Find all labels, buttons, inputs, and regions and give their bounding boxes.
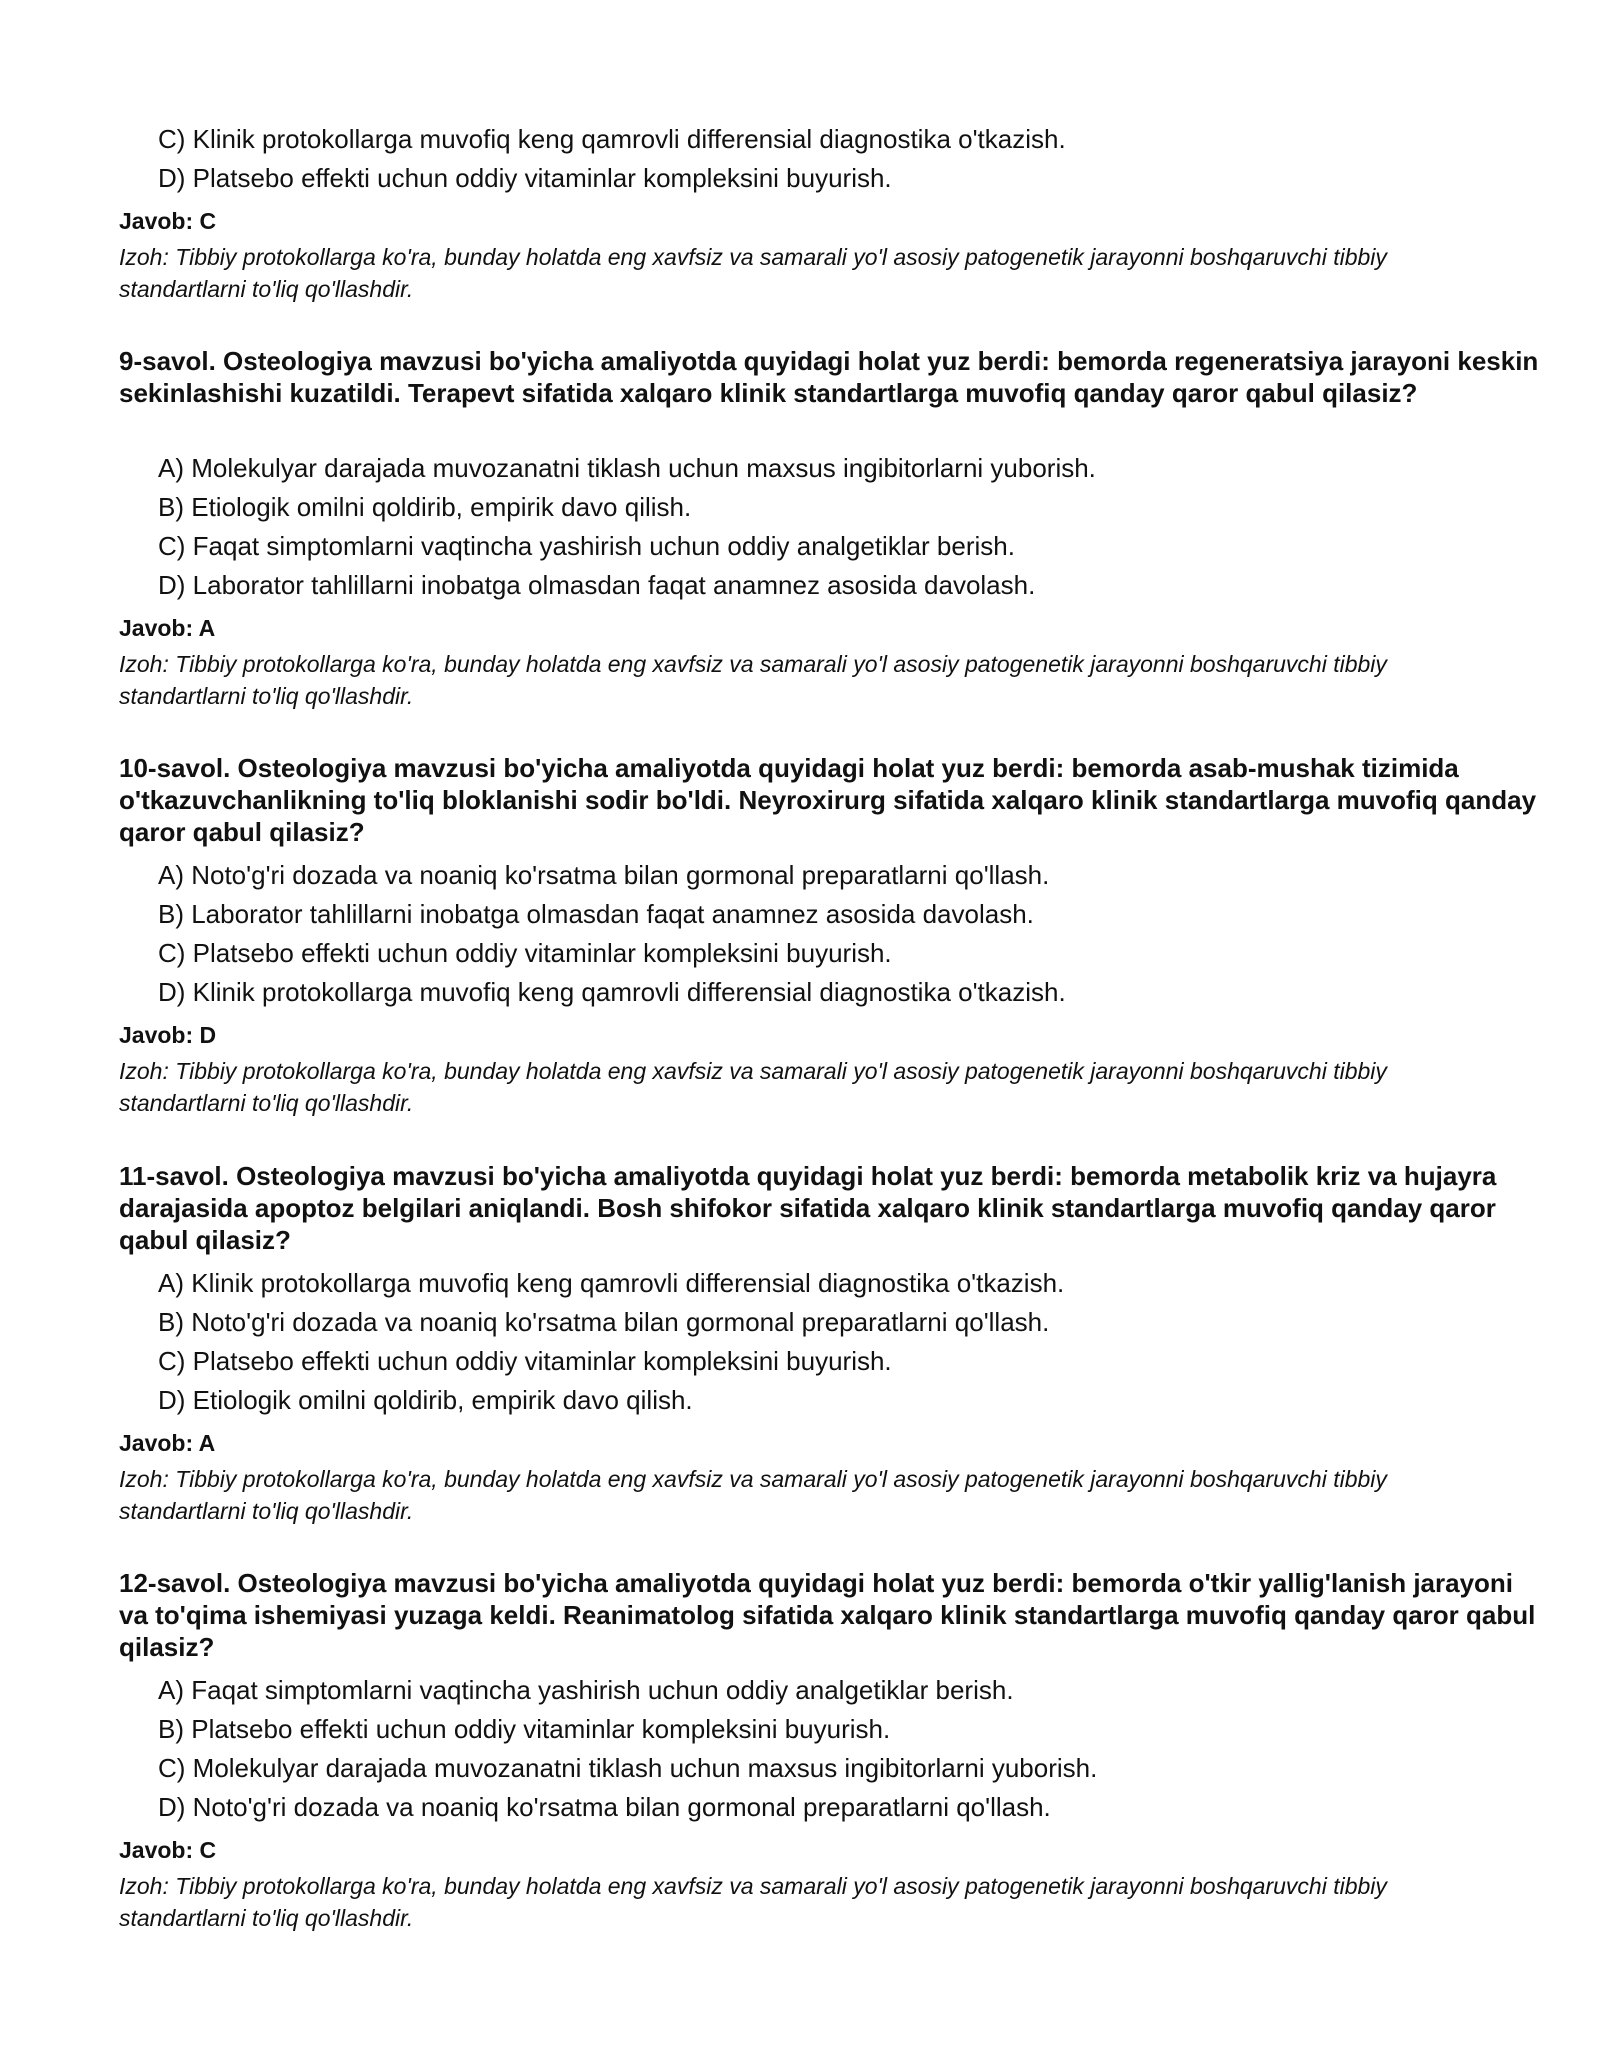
explanation-note: Izoh: Tibbiy protokollarga ko'ra, bunday holatda eng xavfsiz va samarali yo'l asosiy patogenetik jarayonni boshqaruvchi tibbiy standartlarni to'liq qo'llashdir. (119, 1466, 1387, 1524)
option-d: D) Platsebo effekti uchun oddiy vitaminlar kompleksini buyurish. (158, 163, 892, 193)
question-title: 11-savol. Osteologiya mavzusi bo'yicha amaliyotda quyidagi holat yuz berdi: bemorda metabolik kriz va hujayra darajasida apoptoz belgilari aniqlandi. Bosh shifokor sifatida xalqaro klinik standartlarga muvofiq qanday qaror qabul qilasiz? (119, 1161, 1497, 1255)
option-d: D) Klinik protokollarga muvofiq keng qamrovli differensial diagnostika o'tkazish. (158, 977, 1066, 1007)
explanation-note: Izoh: Tibbiy protokollarga ko'ra, bunday holatda eng xavfsiz va samarali yo'l asosiy patogenetik jarayonni boshqaruvchi tibbiy standartlarni to'liq qo'llashdir. (119, 651, 1387, 709)
option-a: A) Molekulyar darajada muvozanatni tiklash uchun maxsus ingibitorlarni yuborish. (158, 453, 1096, 483)
answer-label: Javob: D (119, 1022, 217, 1048)
answer-label: Javob: A (119, 1430, 216, 1456)
option-c: C) Platsebo effekti uchun oddiy vitaminlar kompleksini buyurish. (158, 938, 892, 968)
option-a: A) Faqat simptomlarni vaqtincha yashirish uchun oddiy analgetiklar berish. (158, 1675, 1014, 1705)
question-title: 12-savol. Osteologiya mavzusi bo'yicha amaliyotda quyidagi holat yuz berdi: bemorda o'tkir yallig'lanish jarayoni va to'qima ishemiyasi yuzaga keldi. Reanimatolog sifatida xalqaro klinik standartlarga muvofiq qanday qaror qabul qilasiz? (119, 1568, 1536, 1662)
option-c: C) Molekulyar darajada muvozanatni tiklash uchun maxsus ingibitorlarni yuborish. (158, 1753, 1098, 1783)
answer-label: Javob: C (119, 208, 217, 234)
option-d: D) Noto'g'ri dozada va noaniq ko'rsatma bilan gormonal preparatlarni qo'llash. (158, 1792, 1051, 1822)
explanation-note: Izoh: Tibbiy protokollarga ko'ra, bunday holatda eng xavfsiz va samarali yo'l asosiy patogenetik jarayonni boshqaruvchi tibbiy standartlarni to'liq qo'llashdir. (119, 244, 1387, 302)
option-c: C) Faqat simptomlarni vaqtincha yashirish uchun oddiy analgetiklar berish. (158, 531, 1015, 561)
option-a: A) Noto'g'ri dozada va noaniq ko'rsatma bilan gormonal preparatlarni qo'llash. (158, 860, 1050, 890)
option-c: C) Platsebo effekti uchun oddiy vitaminlar kompleksini buyurish. (158, 1346, 892, 1376)
option-b: B) Noto'g'ri dozada va noaniq ko'rsatma bilan gormonal preparatlarni qo'llash. (158, 1307, 1050, 1337)
explanation-note: Izoh: Tibbiy protokollarga ko'ra, bunday holatda eng xavfsiz va samarali yo'l asosiy patogenetik jarayonni boshqaruvchi tibbiy standartlarni to'liq qo'llashdir. (119, 1058, 1387, 1116)
answer-label: Javob: A (119, 615, 216, 641)
question-title: 9-savol. Osteologiya mavzusi bo'yicha amaliyotda quyidagi holat yuz berdi: bemorda regeneratsiya jarayoni keskin sekinlashishi kuzatildi. Terapevt sifatida xalqaro klinik standartlarga muvofiq qanday qaror qabul qilasiz? (119, 346, 1539, 408)
option-c: C) Klinik protokollarga muvofiq keng qamrovli differensial diagnostika o'tkazish. (158, 124, 1066, 154)
option-d: D) Etiologik omilni qoldirib, empirik davo qilish. (158, 1385, 693, 1415)
option-d: D) Laborator tahlillarni inobatga olmasdan faqat anamnez asosida davolash. (158, 570, 1036, 600)
option-b: B) Etiologik omilni qoldirib, empirik davo qilish. (158, 492, 692, 522)
option-a: A) Klinik protokollarga muvofiq keng qamrovli differensial diagnostika o'tkazish. (158, 1268, 1065, 1298)
option-b: B) Laborator tahlillarni inobatga olmasdan faqat anamnez asosida davolash. (158, 899, 1034, 929)
explanation-note: Izoh: Tibbiy protokollarga ko'ra, bunday holatda eng xavfsiz va samarali yo'l asosiy patogenetik jarayonni boshqaruvchi tibbiy standartlarni to'liq qo'llashdir. (119, 1873, 1387, 1931)
option-b: B) Platsebo effekti uchun oddiy vitaminlar kompleksini buyurish. (158, 1714, 891, 1744)
question-title: 10-savol. Osteologiya mavzusi bo'yicha amaliyotda quyidagi holat yuz berdi: bemorda asab-mushak tizimida o'tkazuvchanlikning to'liq bloklanishi sodir bo'ldi. Neyroxirurg sifatida xalqaro klinik standartlarga muvofiq qanday qaror qabul qilasiz? (119, 753, 1537, 847)
answer-label: Javob: C (119, 1837, 217, 1863)
